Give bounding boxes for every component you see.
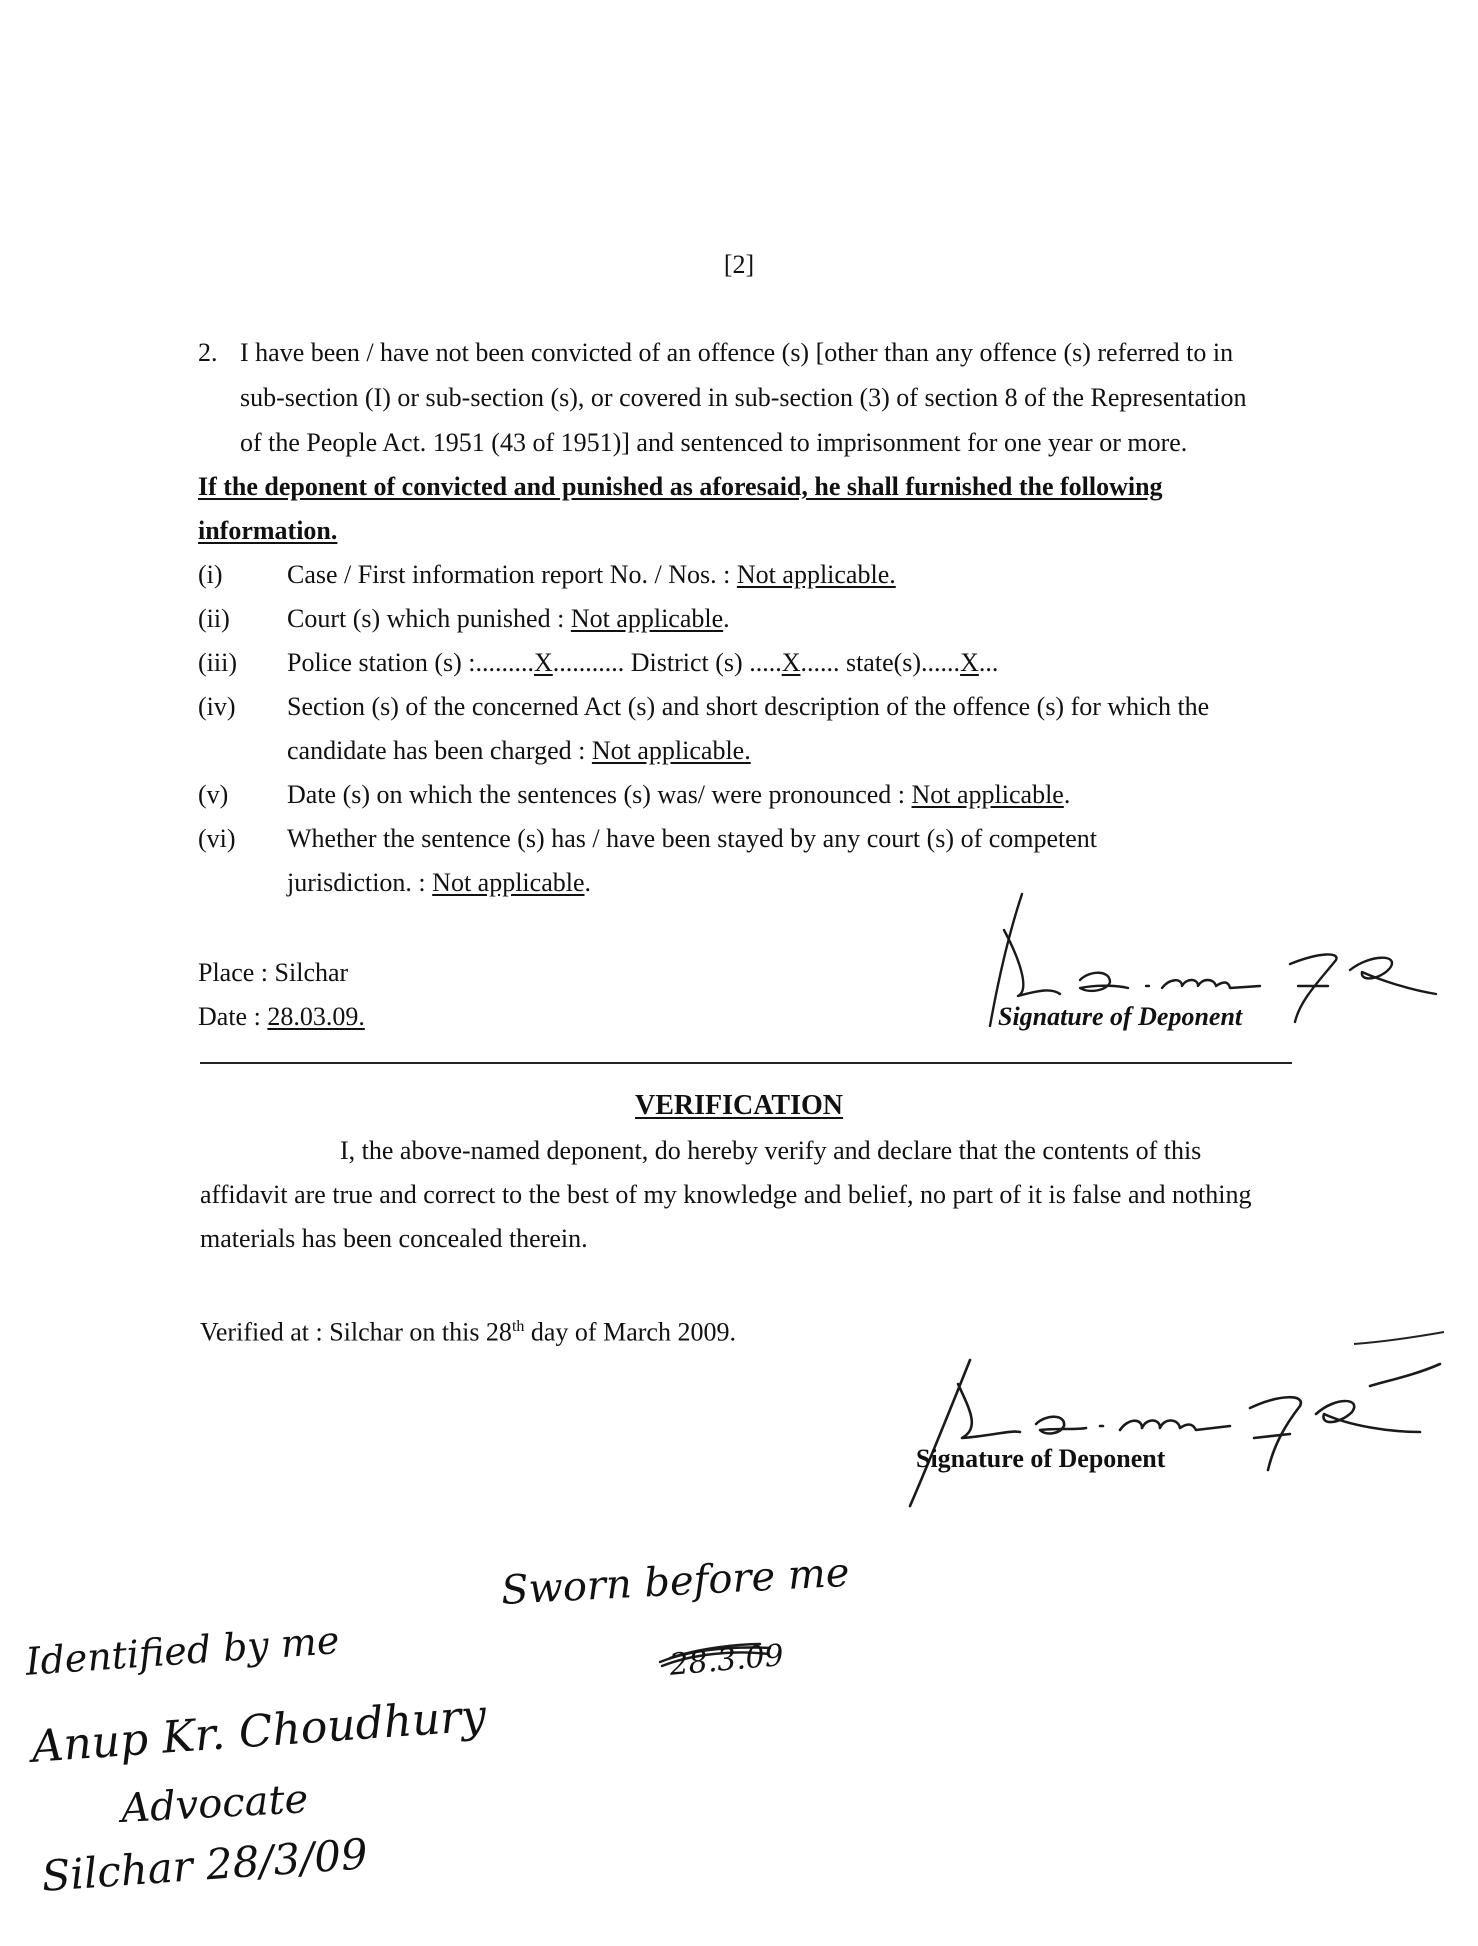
item-iv-number: (iv) (198, 692, 236, 721)
item-iv-label: candidate has been charged : (287, 736, 592, 765)
item-v-number: (v) (198, 780, 229, 809)
clause-number: 2. (198, 338, 218, 367)
stray-pen-mark (1350, 1330, 1450, 1350)
item-iv-line-2 (287, 736, 751, 766)
conviction-heading: If the deponent of convicted and punished as aforesaid, he shall furnished the following (198, 472, 1163, 501)
clause-line-2: sub-section (I) or sub-section (s), or covered in sub-section (3) of section 8 of the Representation (240, 383, 1247, 412)
item-vi-line-2 (287, 868, 591, 898)
verification-line-1: I, the above-named deponent, do hereby verify and declare that the contents of this (340, 1136, 1202, 1165)
item-vi-value: Not applicable (432, 868, 585, 897)
item-vi-suffix: . (584, 868, 592, 897)
item-ii-suffix: . (723, 604, 730, 633)
clause-line-1: I have been / have not been convicted of an offence (s) [other than any offence (s) referred to in (240, 338, 1234, 367)
conviction-heading-2: information. (198, 516, 338, 545)
state-value: X (960, 648, 979, 677)
place (198, 958, 348, 988)
item-i-label: Case / First information report No. / Nos. : (287, 560, 737, 589)
item-iv-line-1: Section (s) of the concerned Act (s) and short description of the offence (s) for which the (287, 692, 1210, 721)
identified-by-line-3: Advocate (120, 1776, 310, 1832)
verification-line-2: affidavit are true and correct to the best of my knowledge and belief, no part of it is false and nothing (200, 1180, 1252, 1209)
district-value: X (781, 648, 801, 677)
date-label: Date : (198, 1002, 268, 1031)
date-value: 28.03.09. (267, 1002, 365, 1031)
clause-line-3: of the People Act. 1951 (43 of 1951)] and sentenced to imprisonment for one year or more. (240, 428, 1188, 457)
item-v-label: Date (s) on which the sentences (s) was/ were pronounced : (287, 780, 912, 809)
police-station-label: Police station (s) :......... (287, 648, 534, 677)
item-i (287, 560, 896, 590)
verified-at-sup: th (511, 1318, 525, 1335)
item-iii-number: (iii) (198, 648, 237, 677)
page-number: [2] (723, 250, 755, 279)
item-v (287, 780, 1070, 810)
item-vi-label: jurisdiction. : (287, 868, 433, 897)
sworn-before-note: Sworn before me (500, 1549, 851, 1614)
identified-by-line-1: Identified by me (24, 1618, 341, 1684)
item-iii (287, 648, 998, 678)
item-vi-number: (vi) (198, 824, 236, 853)
divider (200, 1062, 1292, 1064)
item-iii-tail: ... (978, 648, 999, 677)
item-i-number: (i) (198, 560, 223, 589)
item-v-value: Not applicable (911, 780, 1064, 809)
item-vi-line-1: Whether the sentence (s) has / have been stayed by any court (s) of competent (287, 824, 1098, 853)
sworn-date: 28.3.09 (668, 1638, 786, 1683)
item-v-suffix: . (1063, 780, 1071, 809)
identified-by-line-2: Anup Kr. Choudhury (30, 1690, 488, 1773)
signature-label-1: Signature of Deponent (998, 1002, 1243, 1031)
verified-at (200, 1312, 736, 1348)
item-i-value: Not applicable. (736, 560, 896, 589)
item-ii-value: Not applicable (570, 604, 724, 633)
place-value: Silchar (274, 958, 349, 987)
district-label: ........... District (s) ..... (552, 648, 782, 677)
signature-label-2: Signature of Deponent (916, 1444, 1166, 1473)
item-ii-number: (ii) (198, 604, 230, 633)
verification-title: VERIFICATION (635, 1090, 843, 1121)
verified-at-pre: Verified at : Silchar on this 28 (200, 1317, 512, 1347)
verification-line-3: materials has been concealed therein. (200, 1224, 588, 1253)
state-label: ...... state(s)...... (800, 648, 961, 677)
place-label: Place : (198, 958, 275, 987)
item-ii-label: Court (s) which punished : (287, 604, 571, 633)
item-iv-value: Not applicable. (591, 736, 751, 765)
verified-at-post: day of March 2009. (524, 1317, 736, 1347)
police-station-value: X (533, 648, 553, 677)
identified-by-line-4: Silchar 28/3/09 (40, 1829, 370, 1901)
date (198, 1002, 365, 1032)
item-ii (287, 604, 730, 634)
